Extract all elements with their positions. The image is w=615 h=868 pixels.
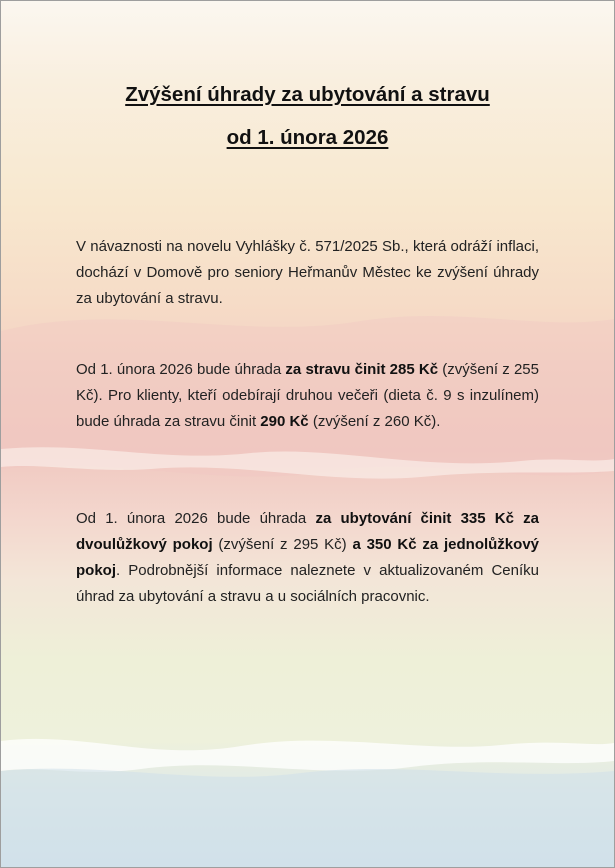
- paragraph-3-bold-a: za ubytování činit 335 Kč za dvoulůžkový pokoj: [76, 510, 539, 553]
- blue-wash-band: [1, 769, 614, 867]
- paragraph-2-text-a: Od 1. února 2026 bude úhrada: [76, 361, 286, 378]
- paragraph-2-text-c: (zvýšení z 260 Kč).: [308, 413, 441, 430]
- paragraph-2-bold-b: 290 Kč: [260, 413, 309, 430]
- paragraph-2: [76, 357, 539, 435]
- title-line-2: od 1. února 2026: [226, 126, 389, 149]
- paragraph-3: [76, 506, 539, 610]
- paragraph-1: [76, 234, 539, 312]
- paragraph-3-text-c: . Podrobnější informace naleznete v aktualizovaném Ceníku úhrad za ubytování a stravu a u sociálních pracovnic.: [76, 562, 539, 605]
- paragraph-3-text-b: (zvýšení z 295 Kč): [212, 536, 353, 553]
- paragraph-1-text: V návaznosti na novelu Vyhlášky č. 571/2025 Sb., která odráží inflaci, dochází v Domově pro seniory Heřmanův Městec ke zvýšení úhrady za ubytování a stravu.: [76, 238, 539, 307]
- paragraph-3-bold-b: a 350 Kč za jednolůžkový pokoj: [76, 536, 540, 579]
- paragraph-3-text-a: Od 1. února 2026 bude úhrada: [76, 510, 316, 527]
- title-line-1: Zvýšení úhrady za ubytování a stravu: [125, 83, 490, 106]
- paragraph-2-bold-a: za stravu činit 285 Kč: [285, 361, 439, 378]
- paragraph-2-text-b: (zvýšení z 255 Kč). Pro klienty, kteří odebírají druhou večeři (dieta č. 9 s inzulínem) bude úhrada za stravu činit: [76, 361, 539, 430]
- white-wash-streak-lower: [1, 739, 614, 772]
